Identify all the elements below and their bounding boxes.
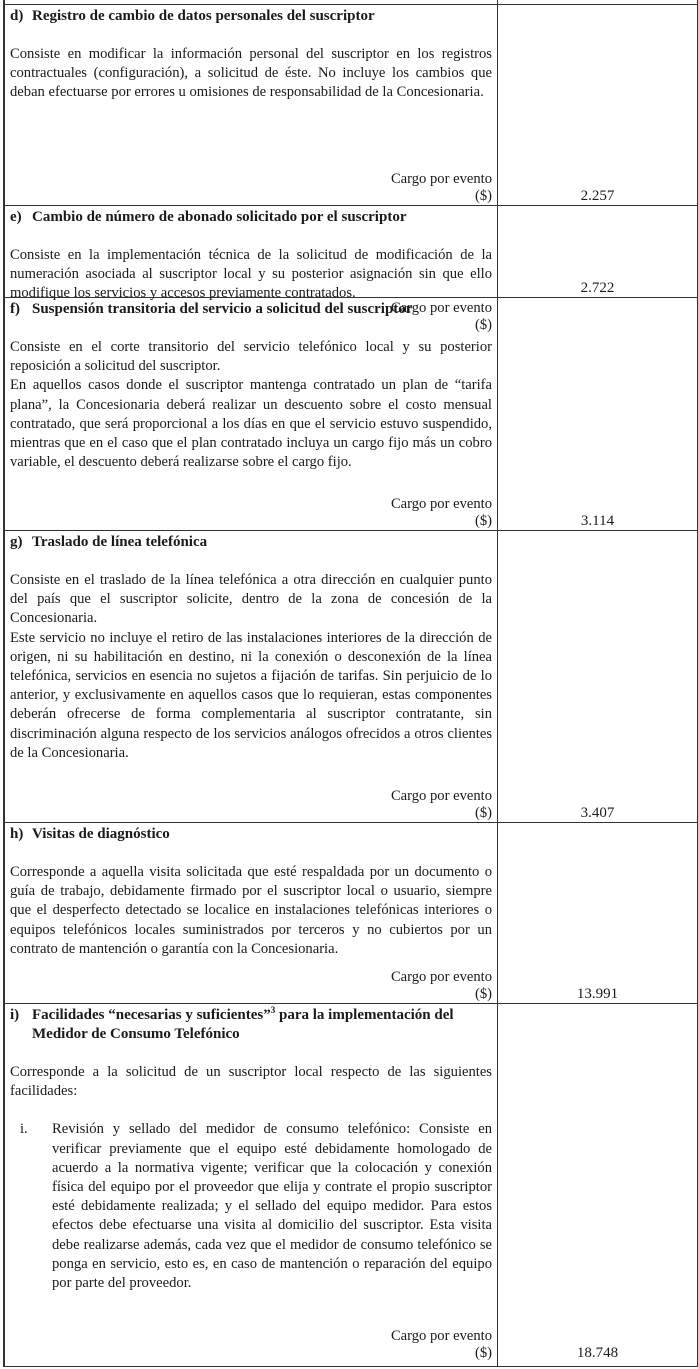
table-row-f [5, 297, 697, 530]
list-item-text: Revisión y sellado del medidor de consumo telefónico: Consiste en verificar previamente que el equipo esté debidamente homologado de acuerdo a la normativa vigente; verificar que la colocación y conexión física del equipo por el proveedor que elija y contrate el propio suscriptor esté debidamente realizada; y el sellado del equipo medidor. Para estos efectos debe efectuarse una visita al domicilio del suscriptor. Esta visita debe realizarse además, cada vez que el medidor de consumo telefónico se ponga en servicio, esto es, en caso de mantención o reparación del equipo por parte del proveedor. [52, 1121, 492, 1292]
item-description: Consiste en el traslado de la línea telefónica a otra dirección en cualquier punto del país que el suscriptor solicite, dentro de la zona de concesión de la Concesionaria. [10, 572, 492, 627]
table-row-d [5, 4, 697, 205]
item-value: 2.722 [580, 280, 615, 296]
item-title: Suspensión transitoria del servicio a solicitud del suscriptor [32, 301, 413, 317]
item-description: Consiste en el corte transitorio del servicio telefónico local y su posterior reposición a solicitud del suscriptor. [10, 339, 492, 375]
item-description: Consiste en la implementación técnica de la solicitud de modificación de la numeración asociada al suscriptor local y su posterior asignación sin que ello modifique los servicios y accesos previamente contratados. [10, 247, 492, 302]
item-letter: h) [10, 826, 24, 842]
currency-label: ($) [474, 188, 492, 204]
cargo-label: Cargo por evento [390, 969, 492, 985]
item-letter: i) [10, 1007, 20, 1023]
currency-label: ($) [474, 1345, 492, 1361]
item-description: Corresponde a aquella visita solicitada que esté respaldada por un documento o guía de trabajo, debidamente firmado por el suscriptor local o usuario, siempre que el desperfecto detectado se localice en instalaciones telefónicas interiores o equipos telefónicos locales suministrados por terceros y no cubiertos por un contrato de mantención o garantía con la Concesionaria. [10, 864, 492, 957]
item-value: 3.114 [580, 513, 615, 529]
item-description: Corresponde a la solicitud de un suscriptor local respecto de las siguientes facilidades: [10, 1064, 492, 1100]
item-title: Registro de cambio de datos personales del suscriptor [32, 8, 375, 24]
list-item-number: i. [20, 1121, 28, 1138]
table-row-h [5, 822, 697, 1003]
cargo-label: Cargo por evento [390, 788, 492, 804]
cargo-label: Cargo por evento [390, 1328, 492, 1344]
table-row-g [5, 530, 697, 822]
item-value: 13.991 [576, 986, 619, 1002]
item-value: 2.257 [580, 188, 615, 204]
item-letter: g) [10, 534, 23, 550]
previous-row [5, 0, 697, 4]
list-item [10, 1120, 492, 1293]
cargo-label: Cargo por evento [390, 299, 492, 316]
item-title: Cambio de número de abonado solicitado por el suscriptor [32, 209, 407, 225]
cargo-label: Cargo por evento [390, 171, 492, 187]
cargo-label: Cargo por evento [390, 496, 492, 512]
item-description: Consiste en modificar la información personal del suscriptor en los registros contractuales (configuración), a solicitud de éste. No incluye los cambios que deban efectuarse por errores u omisiones de responsabilidad de la Concesionaria. [10, 46, 492, 101]
item-value: 3.407 [580, 805, 615, 821]
item-title: Facilidades “necesarias y suficientes”$^3$ para la implementación del Medidor de Consumo Telefónico [32, 1005, 454, 1042]
item-letter: f) [10, 301, 20, 317]
footnote-marker: 3 [270, 1005, 276, 1015]
previous-currency-label [10, 0, 492, 2]
currency-label: ($) [474, 805, 492, 821]
currency-label: ($) [474, 513, 492, 529]
item-letter: d) [10, 8, 24, 24]
item-description: Este servicio no incluye el retiro de las instalaciones interiores de la dirección de origen, ni su habilitación en destino, ni la conexión o desconexión de la línea telefónica, servicios en esencia no sujetos a fijación de tarifas. Sin perjuicio de lo anterior, y exclusivamente en aquellos casos que lo requieran, estas componentes deberán ofrecerse de forma complementaria al suscriptor contratante, sin discriminación alguna respecto de los servicios análogos ofrecidos a otros clientes de la Concesionaria. [10, 629, 492, 761]
item-value: 18.748 [576, 1345, 619, 1361]
item-title: Visitas de diagnóstico [32, 826, 170, 842]
item-letter: e) [10, 209, 22, 225]
item-description: En aquellos casos donde el suscriptor mantenga contratado un plan de “tarifa plana”, la Concesionaria deberá realizar un descuento sobre el costo mensual contratado, que será proporcional a los días en que el servicio estuvo suspendido, mientras que en el caso que el plan contratado incluya un cargo fijo más un cobro variable, el descuento deberá realizarse sobre el cargo fijo. [10, 377, 492, 471]
table-row-i [5, 1003, 697, 1367]
item-title: Traslado de línea telefónica [32, 534, 208, 550]
tariff-table [3, 0, 698, 1367]
currency-label: ($) [474, 986, 492, 1002]
currency-label: ($) [474, 316, 492, 333]
